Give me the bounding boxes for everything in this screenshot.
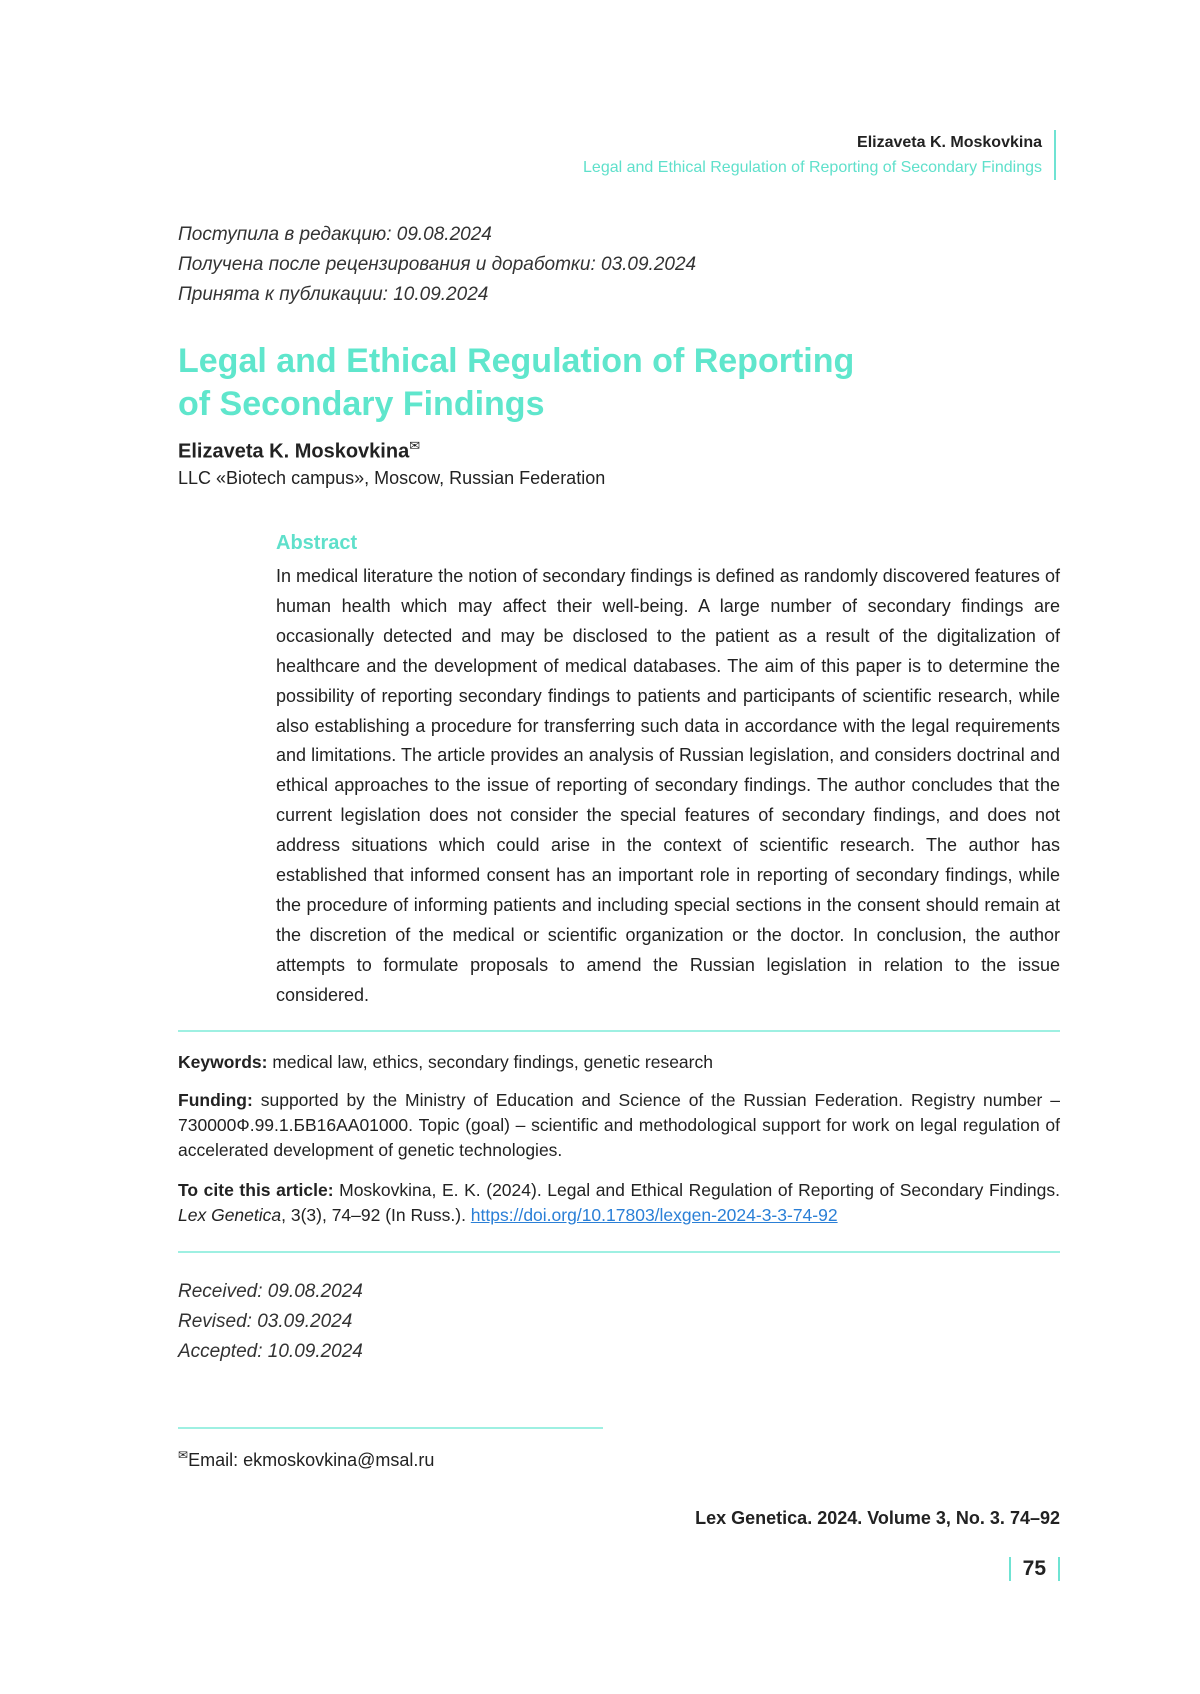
date-value: 10.09.2024: [262, 1341, 363, 1362]
russian-dates: [178, 220, 696, 310]
english-dates: [178, 1277, 363, 1367]
funding: [178, 1088, 1060, 1163]
date-label: Received:: [178, 1281, 263, 1302]
date-received: [178, 1277, 363, 1307]
running-header-title: Legal and Ethical Regulation of Reporting of Secondary Findings: [583, 159, 1042, 176]
article-title: [178, 340, 854, 426]
footnote-divider: [178, 1427, 603, 1429]
title-line: of Secondary Findings: [178, 385, 545, 423]
ru-date-received: Поступила в редакцию: 09.08.2024: [178, 224, 492, 245]
cite-text: Moskovkina, E. K. (2024). Legal and Ethical Regulation of Reporting of Secondary Findings.: [333, 1180, 1061, 1200]
keywords-label: Keywords:: [178, 1052, 268, 1072]
page-number: 75: [1009, 1557, 1060, 1581]
funding-text: supported by the Ministry of Education and Science of the Russian Federation. Registry number – 730000Ф.99.1.БВ16АА01000. Topic (goal) – scientific and methodological support for work on legal regulation of accelerated development of genetic technologies.: [178, 1090, 1060, 1160]
doi-link[interactable]: https://doi.org/10.17803/lexgen-2024-3-3-74-92: [470, 1205, 838, 1225]
keywords-text: medical law, ethics, secondary findings, genetic research: [267, 1052, 713, 1072]
title-line: Legal and Ethical Regulation of Reporting: [178, 342, 855, 380]
cite-text: , 3(3), 74–92 (In Russ.).: [281, 1205, 471, 1225]
date-label: Revised:: [178, 1311, 252, 1332]
affiliation: LLC «Biotech campus», Moscow, Russian Federation: [178, 468, 606, 488]
envelope-icon: ✉: [178, 1448, 189, 1462]
cite-journal: Lex Genetica: [178, 1205, 282, 1225]
date-accepted: [178, 1337, 363, 1367]
author-name: Elizaveta K. Moskovkina: [178, 440, 410, 463]
author: [178, 438, 420, 464]
journal-footer: Lex Genetica. 2024. Volume 3, No. 3. 74–92: [695, 1508, 1060, 1528]
funding-label: Funding:: [178, 1090, 253, 1110]
running-header: [583, 130, 1056, 180]
footnote: [178, 1448, 434, 1471]
divider: [178, 1251, 1060, 1253]
date-revised: [178, 1307, 363, 1337]
abstract-text: In medical literature the notion of secondary findings is defined as randomly discovered features of human health which may affect their well-being. A large number of secondary findings are occasionally detected and may be disclosed to the patient as a result of the digitalization of healthcare and the development of medical databases. The aim of this paper is to determine the possibility of reporting secondary findings to patients and participants of scientific research, while also establishing a procedure for transferring such data in accordance with the legal requirements and limitations. The article provides an analysis of Russian legislation, and considers doctrinal and ethical approaches to the issue of reporting of secondary findings. The author concludes that the current legislation does not consider the special features of secondary findings, and does not address situations which could arise in the context of scientific research. The author has established that informed consent has an important role in reporting of secondary findings, while the procedure of informing patients and including special sections in the consent should remain at the discretion of the medical or scientific organization or the doctor. In conclusion, the author attempts to formulate proposals to amend the Russian legislation in relation to the issue considered.: [276, 566, 1060, 1005]
divider: [178, 1030, 1060, 1032]
running-header-author: Elizaveta K. Moskovkina: [857, 134, 1042, 151]
date-label: Accepted:: [178, 1341, 263, 1362]
ru-date-accepted: Принята к публикации: 10.09.2024: [178, 284, 489, 305]
ru-date-revised: Получена после рецензирования и доработки: 03.09.2024: [178, 254, 697, 275]
date-value: 03.09.2024: [251, 1311, 353, 1332]
citation: [178, 1178, 1060, 1228]
date-value: 09.08.2024: [262, 1281, 363, 1302]
footnote-email: Email: ekmoskovkina@msal.ru: [188, 1450, 435, 1470]
abstract-heading: Abstract: [276, 532, 358, 554]
keywords: [178, 1050, 1060, 1075]
envelope-icon: ✉: [409, 438, 421, 453]
cite-label: To cite this article:: [178, 1180, 334, 1200]
